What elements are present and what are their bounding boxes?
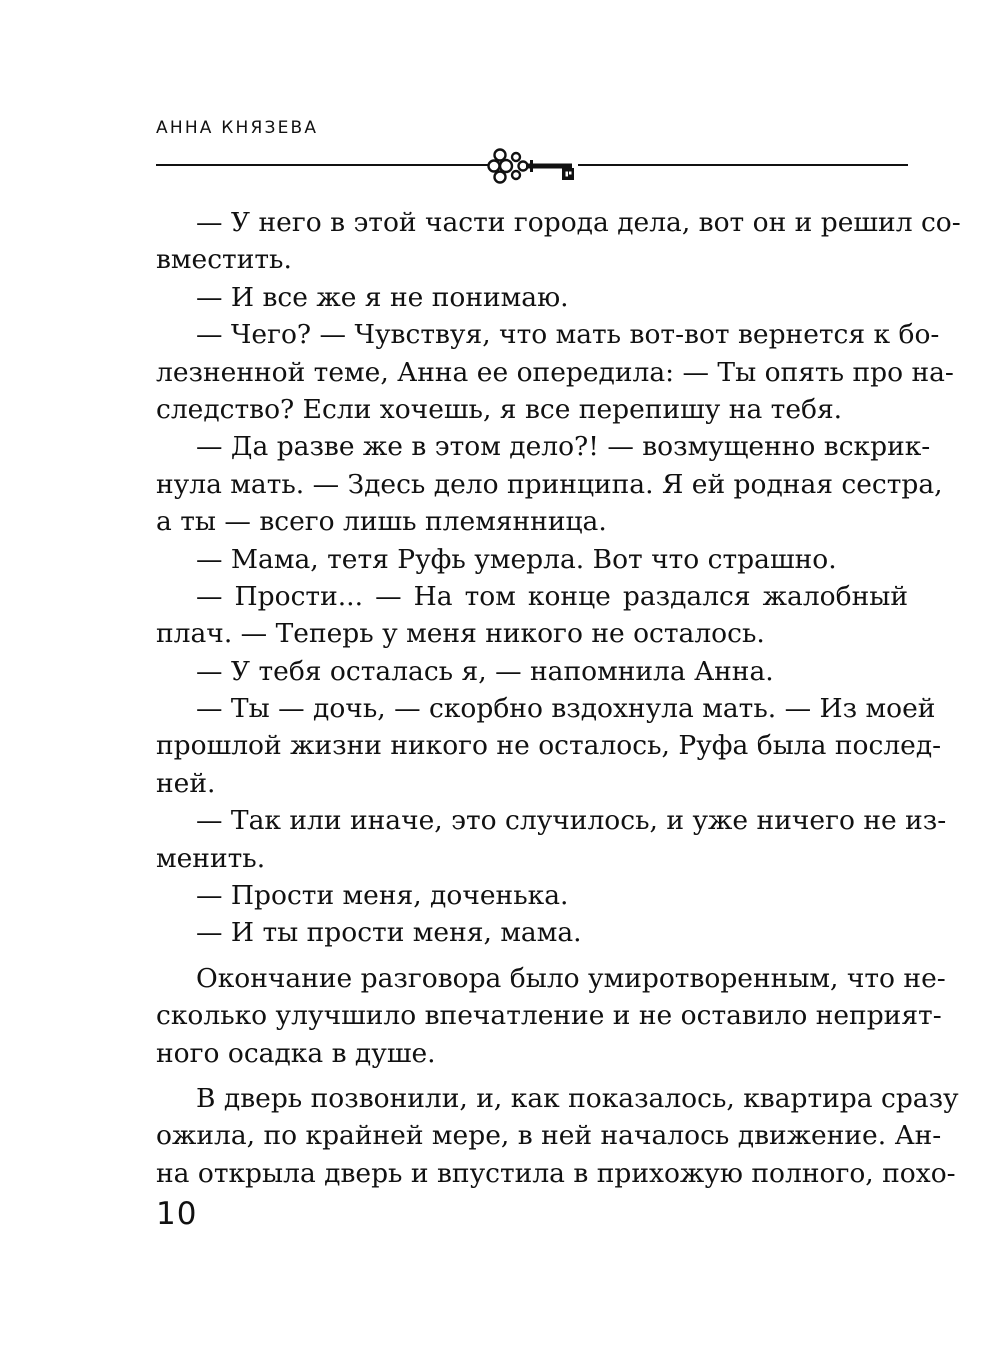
text-line: плач. — Теперь у меня никого не осталось. <box>156 618 765 650</box>
text-line: — И ты прости меня, мама. <box>196 917 582 949</box>
text-line: — Прости меня, доченька. <box>196 880 569 912</box>
text-line: следство? Если хочешь, я все перепишу на тебя. <box>156 393 843 425</box>
body-text <box>156 204 961 1192</box>
text-line: — Прости... — На том конце раздался жалобный <box>196 580 908 612</box>
text-line: прошлой жизни никого не осталось, Руфа была послед- <box>156 730 942 762</box>
text-line: — Мама, тетя Руфь умерла. Вот что страшно. <box>196 543 837 575</box>
key-icon <box>486 146 582 186</box>
text-line: ней. <box>156 767 216 799</box>
text-line: — У него в этой части города дела, вот он и решил со- <box>196 207 961 238</box>
header-rule-right <box>578 164 908 166</box>
text-line: — Так или иначе, это случилось, и уже ничего не из- <box>196 805 947 837</box>
page-number: 10 <box>156 1196 198 1232</box>
text-line: ожила, по крайней мере, в ней началось движение. Ан- <box>156 1120 942 1152</box>
text-line: — У тебя осталась я, — напомнила Анна. <box>196 655 774 687</box>
header-rule-left <box>156 164 488 166</box>
text-line: лезненной теме, Анна ее опередила: — Ты опять про на- <box>156 356 954 388</box>
text-line: — Чего? — Чувствуя, что мать вот-вот вернется к бо- <box>196 319 940 351</box>
text-line: менить. <box>156 842 266 874</box>
text-line: — Ты — дочь, — скорбно вздохнула мать. — Из моей <box>196 693 936 725</box>
text-line: сколько улучшило впечатление и не оставило неприят- <box>156 1000 942 1032</box>
text-line: ного осадка в душе. <box>156 1037 436 1069</box>
text-line: — Да разве же в этом дело?! — возмущенно вскрик- <box>196 431 931 463</box>
text-line: В дверь позвонили, и, как показалось, квартира сразу <box>196 1082 959 1114</box>
text-line: а ты — всего лишь племянница. <box>156 506 607 538</box>
text-line: — И все же я не понимаю. <box>196 281 569 313</box>
text-line: на открыла дверь и впустила в прихожую полного, похо- <box>156 1157 956 1189</box>
text-line: Окончание разговора было умиротворенным, что не- <box>196 962 946 994</box>
running-head-author: АННА КНЯЗЕВА <box>156 118 319 138</box>
text-line: нула мать. — Здесь дело принципа. Я ей родная сестра, <box>156 468 943 500</box>
text-line: вместить. <box>156 244 292 276</box>
